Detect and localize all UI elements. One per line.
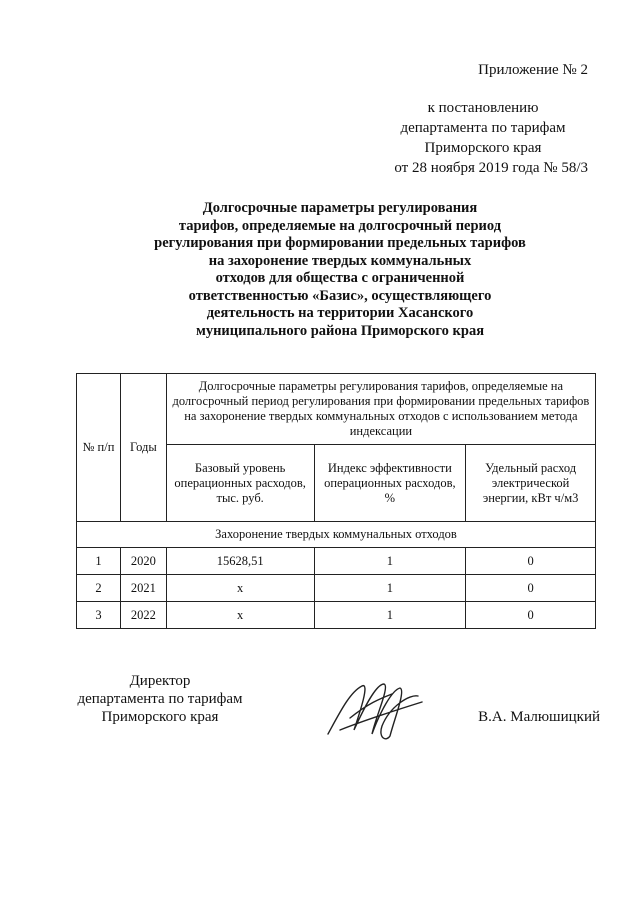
- signature-block: [70, 672, 600, 726]
- header-group: Долгосрочные параметры регулирования тарифов, определяемые на долгосрочный период регулирования при формировании предельных тарифов на захоронение твердых коммунальных отходов с использованием метода индексации: [166, 374, 595, 445]
- appendix-line: к постановлению: [427, 100, 539, 116]
- parameters-table: [76, 373, 596, 629]
- title-line: тарифов, определяемые на долгосрочный период: [178, 217, 502, 234]
- cell-year: 2021: [120, 575, 166, 602]
- table-row: [77, 548, 596, 575]
- header-base-cost: Базовый уровень операционных расходов, тыс. руб.: [166, 445, 314, 522]
- signatory-title-line: Директор: [129, 673, 191, 689]
- cell-num: 3: [77, 602, 121, 629]
- title-line: ответственностью «Базис», осуществляющего: [188, 287, 492, 304]
- cell-base-cost: х: [166, 575, 314, 602]
- cell-num: 2: [77, 575, 121, 602]
- table-header-row: [77, 374, 596, 445]
- title-line: на захоронение твердых коммунальных: [208, 252, 472, 269]
- appendix-block: [328, 60, 588, 178]
- cell-base-cost: 15628,51: [166, 548, 314, 575]
- cell-base-cost: х: [166, 602, 314, 629]
- table-row: [77, 575, 596, 602]
- title-line: муниципального района Приморского края: [195, 322, 485, 339]
- cell-efficiency-index: 1: [314, 575, 466, 602]
- cell-year: 2020: [120, 548, 166, 575]
- title-line: отходов для общества с ограниченной: [215, 270, 465, 286]
- cell-num: 1: [77, 548, 121, 575]
- document-title: [100, 200, 580, 340]
- appendix-number: Приложение № 2: [478, 62, 588, 78]
- signatory-title: [70, 672, 250, 726]
- cell-efficiency-index: 1: [314, 548, 466, 575]
- cell-energy-use: 0: [466, 575, 596, 602]
- cell-efficiency-index: 1: [314, 602, 466, 629]
- header-efficiency-index: Индекс эффективности операционных расходов, %: [314, 445, 466, 522]
- cell-year: 2022: [120, 602, 166, 629]
- header-num: № п/п: [77, 374, 121, 522]
- signatory-name: В.А. Малюшицкий: [478, 709, 600, 725]
- title-line: Долгосрочные параметры регулирования: [202, 200, 478, 216]
- header-energy-use: Удельный расход электрической энергии, кВт ч/м3: [466, 445, 596, 522]
- appendix-line: от 28 ноября 2019 года № 58/3: [394, 160, 588, 176]
- handwritten-signature-icon: [320, 672, 430, 752]
- table-row: [77, 602, 596, 629]
- signatory-title-line: Приморского края: [101, 709, 219, 725]
- title-line: деятельность на территории Хасанского: [206, 305, 474, 321]
- table-section-row: [77, 522, 596, 548]
- appendix-line: Приморского края: [424, 140, 542, 156]
- title-line: регулирования при формировании предельных тарифов: [154, 235, 526, 251]
- appendix-line: департамента по тарифам: [400, 120, 566, 136]
- signatory-title-line: департамента по тарифам: [77, 691, 243, 707]
- cell-energy-use: 0: [466, 602, 596, 629]
- section-label: Захоронение твердых коммунальных отходов: [77, 522, 596, 548]
- header-year: Годы: [120, 374, 166, 522]
- cell-energy-use: 0: [466, 548, 596, 575]
- appendix-reference: [378, 98, 588, 158]
